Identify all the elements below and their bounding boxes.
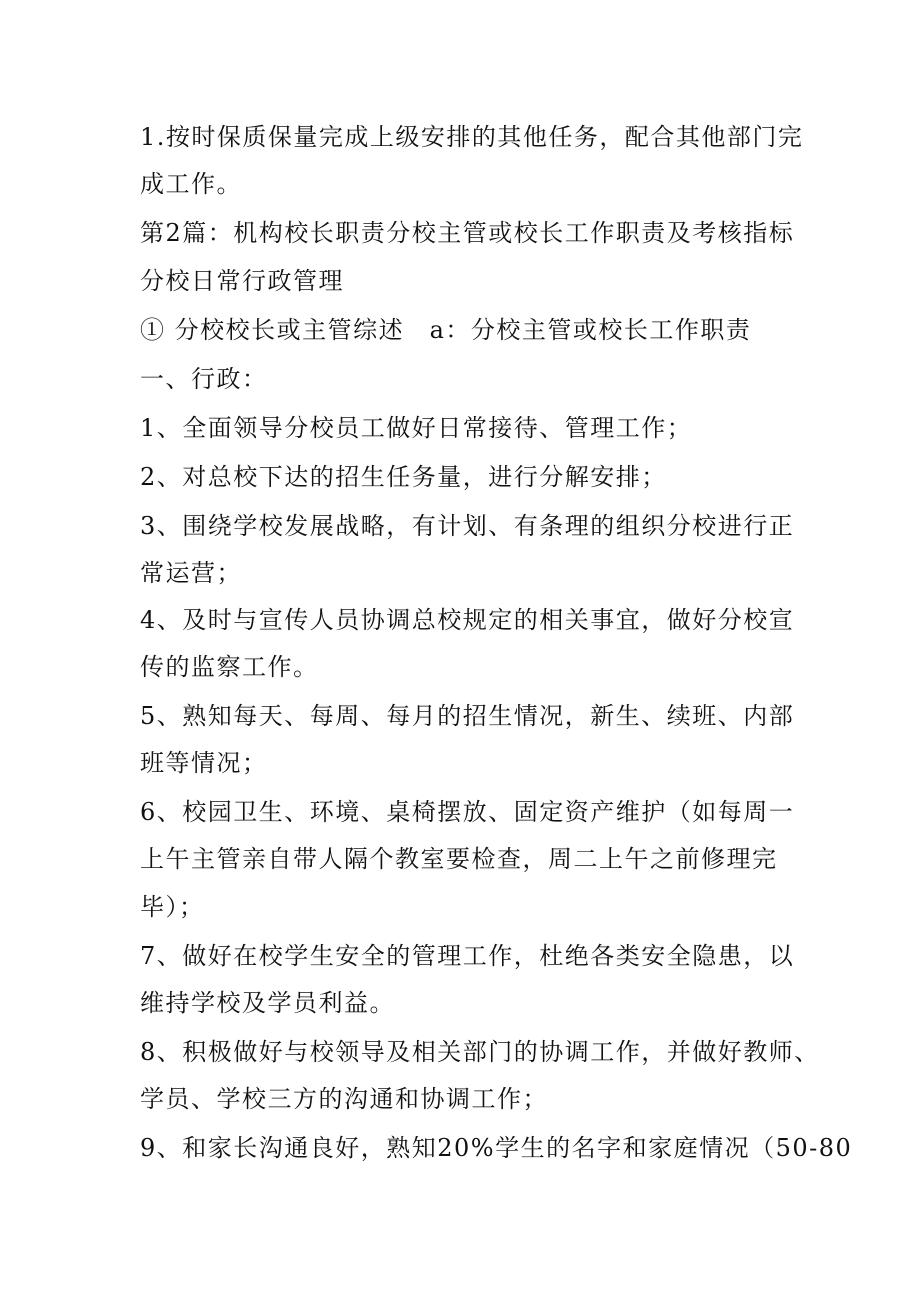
list-item-continuation: 学员、学校三方的沟通和协调工作； <box>140 1085 548 1113</box>
list-item-continuation: 毕）； <box>140 893 205 921</box>
list-item: 1、全面领导分校员工做好日常接待、管理工作； <box>140 414 693 442</box>
list-item-continuation: 班等情况； <box>140 749 268 777</box>
text-line: 成工作。 <box>140 170 242 198</box>
list-item: 7、做好在校学生安全的管理工作，杜绝各类安全隐患，以 <box>140 942 795 970</box>
list-item: 4、及时与宣传人员协调总校规定的相关事宜，做好分校宣 <box>140 606 795 634</box>
text-line: 1.按时保质保量完成上级安排的其他任务，配合其他部门完 <box>140 123 804 151</box>
list-item: 3、围绕学校发展战略，有计划、有条理的组织分校进行正 <box>140 512 795 540</box>
text-line: 一、行政： <box>140 365 268 393</box>
section-heading: 第2篇：机构校长职责分校主管或校长工作职责及考核指标 <box>140 219 795 247</box>
list-item-continuation: 常运营； <box>140 559 242 587</box>
list-item: 9、和家长沟通良好，熟知20%学生的名字和家庭情况（50-80 <box>140 1134 853 1162</box>
text-line: ① 分校校长或主管综述 a：分校主管或校长工作职责 <box>140 316 752 344</box>
list-item: 6、校园卫生、环境、桌椅摆放、固定资产维护（如每周一 <box>140 798 795 826</box>
list-item-continuation: 传的监察工作。 <box>140 653 319 681</box>
list-item: 8、积极做好与校领导及相关部门的协调工作，并做好教师、 <box>140 1038 820 1066</box>
list-item: 5、熟知每天、每周、每月的招生情况，新生、续班、内部 <box>140 702 795 730</box>
list-item-continuation: 维持学校及学员利益。 <box>140 989 395 1017</box>
list-item-continuation: 上午主管亲自带人隔个教室要检查，周二上午之前修理完 <box>140 845 778 873</box>
list-item: 2、对总校下达的招生任务量，进行分解安排； <box>140 463 667 491</box>
text-line: 分校日常行政管理 <box>140 267 344 295</box>
